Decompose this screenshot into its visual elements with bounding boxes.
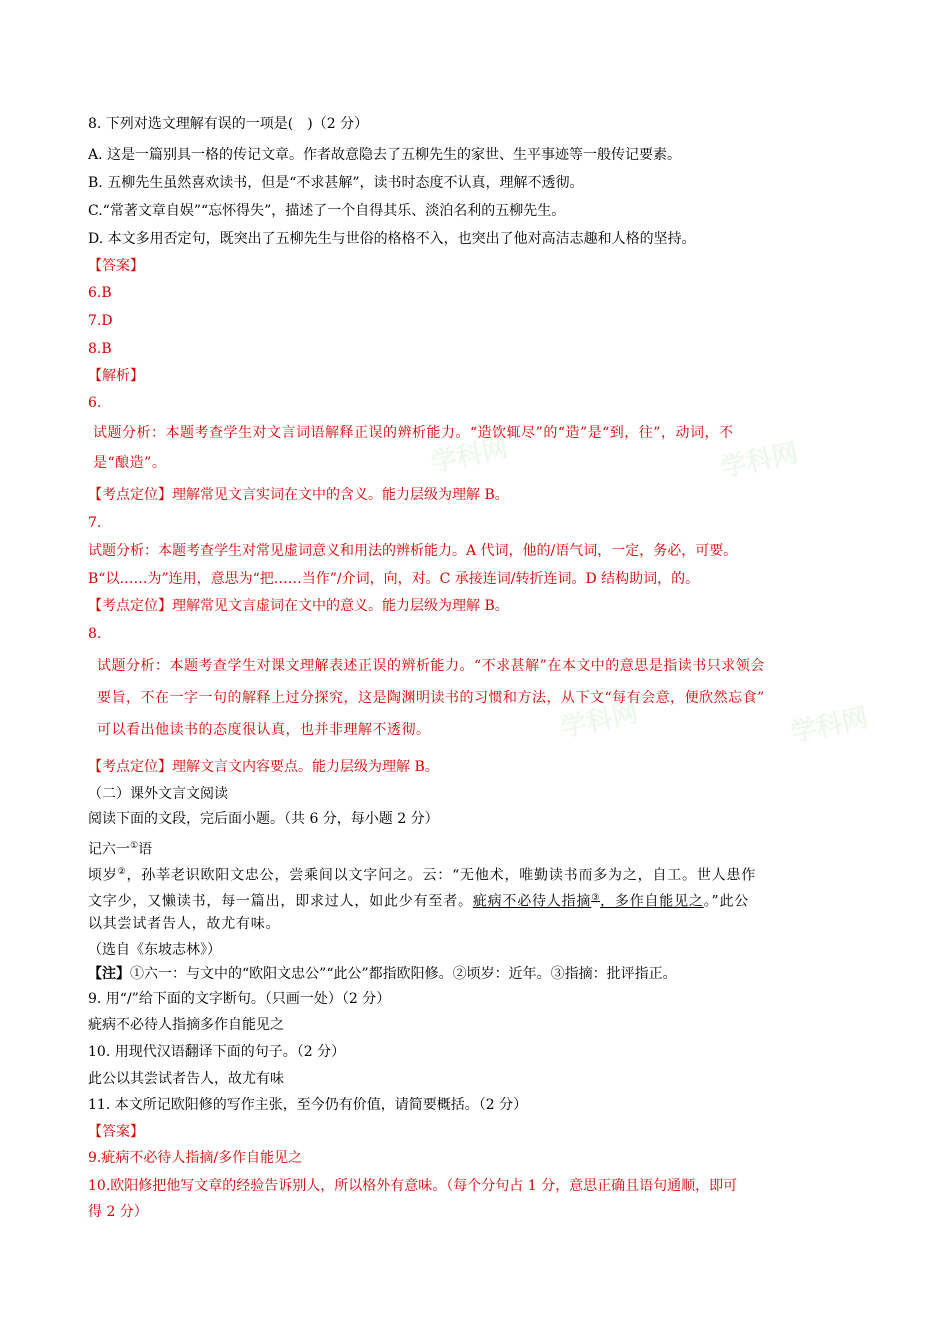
analysis-7-line1: 试题分析：本题考查学生对常见虚词意义和用法的辨析能力。A 代词，他的/语气词，一定，务必，可要。 (88, 543, 738, 559)
answer-9: 9.疵病不必待人指摘/多作自能见之 (88, 1150, 303, 1166)
analysis-number-6: 6. (88, 395, 102, 411)
passage-line1 (88, 862, 756, 886)
q10-stem: 10. 用现代汉语翻译下面的句子。（2 分） (88, 1044, 346, 1060)
passage-source: （选自《东坡志林》） (88, 942, 221, 958)
section2-intro: 阅读下面的文段，完后面小题。（共 6 分，每小题 2 分） (88, 811, 439, 827)
analysis-8-line3: 可以看出他读书的态度很认真，也并非理解不透彻。 (97, 722, 431, 738)
q9-stem: 9. 用“/”给下面的文字断句。（只画一处）（2 分） (88, 991, 391, 1007)
passage-line3: 以其尝试者告人，故尤有味。 (88, 916, 281, 932)
analysis-label: 【解析】 (88, 368, 144, 384)
watermark: 学科网 (718, 438, 801, 484)
q11-stem: 11. 本文所记欧阳修的写作主张，至今仍有价值，请简要概括。（2 分） (88, 1097, 528, 1113)
answer-7: 7.D (88, 313, 113, 329)
q8-option-c: C.“常著文章自娱”“忘怀得失”，描述了一个自得其乐、淡泊名利的五柳先生。 (88, 203, 566, 219)
watermark: 学科网 (558, 698, 641, 744)
passage-text: 文字少，又懒读书，每一篇出，即求过人，如此少有至者。 (88, 893, 473, 910)
q8-option-b: B. 五柳先生虽然喜欢读书，但是“不求甚解”，读书时态度不认真，理解不透彻。 (88, 175, 584, 191)
watermark: 学科网 (788, 703, 871, 749)
kaodian-6 (88, 485, 509, 505)
answer-10-line1: 10.欧阳修把他写文章的经验告诉别人，所以格外有意味。（每个分句占 1 分，意思正确且语句通顺，即可 (88, 1178, 738, 1194)
answer-8: 8.B (88, 341, 112, 357)
passage-note (88, 964, 677, 984)
note-label: 【注】 (88, 966, 130, 982)
note-text: ①六一：与文中的“欧阳文忠公”“此公”都指欧阳修。②顷岁：近年。③指摘：批评指正。 (130, 966, 677, 982)
kaodian-6-text: 理解常见文言实词在文中的含义。能力层级为理解 B。 (172, 487, 509, 503)
footnote-mark: ③ (591, 893, 601, 903)
q8-option-a: A. 这是一篇别具一格的传记文章。作者故意隐去了五柳先生的家世、生平事迹等一般传记要素。 (88, 147, 682, 163)
q10-text: 此公以其尝试者告人，故尤有味 (88, 1071, 284, 1087)
analysis-8-line2: 要旨，不在一字一句的解释上过分探究，这是陶渊明读书的习惯和方法，从下文“每有会意，便欣然忘食” (97, 690, 765, 706)
section2-heading: （二）课外文言文阅读 (88, 786, 228, 802)
kaodian-7 (88, 596, 509, 616)
footnote-mark: ① (130, 841, 139, 851)
kaodian-label: 【考点定位】 (88, 759, 172, 775)
answer-label: 【答案】 (88, 258, 144, 274)
kaodian-8 (88, 757, 439, 777)
kaodian-label: 【考点定位】 (88, 598, 172, 614)
passage-text: 顷岁 (88, 867, 118, 884)
analysis-6-line2: 是“酿造”。 (93, 455, 167, 471)
watermark: 学科网 (428, 433, 511, 479)
passage-text: ，孙莘老识欧阳文忠公，尝乘间以文字问之。云：“无他术，唯勤读书而多为之，自工。世人患作 (126, 867, 757, 884)
q9-text: 疵病不必待人指摘多作自能见之 (88, 1017, 284, 1033)
passage-title-end: 语 (138, 841, 153, 858)
underlined-sentence: 疵病不必待人指摘 (472, 893, 592, 910)
analysis-number-7: 7. (88, 515, 102, 531)
passage-text: 。”此公 (703, 893, 750, 910)
answer-10-line2: 得 2 分） (88, 1204, 148, 1220)
analysis-8-line1: 试题分析：本题考查学生对课文理解表述正误的辨析能力。“不求甚解”在本文中的意思是指读书只求领会 (97, 658, 765, 674)
passage-title-main: 记六一 (88, 841, 130, 858)
kaodian-8-text: 理解文言文内容要点。能力层级为理解 B。 (172, 759, 439, 775)
passage-title (88, 836, 152, 860)
answer-6: 6.B (88, 285, 112, 301)
kaodian-7-text: 理解常见文言虚词在文中的意义。能力层级为理解 B。 (172, 598, 509, 614)
underlined-sentence: ，多作自能见之 (600, 893, 704, 910)
analysis-number-8: 8. (88, 626, 102, 642)
q8-option-d: D. 本文多用否定句，既突出了五柳先生与世俗的格格不入，也突出了他对高洁志趣和人格的坚持。 (88, 231, 696, 247)
analysis-7-line2: B“以……为”连用，意思为“把……当作”/介词，向，对。C 承接连词/转折连词。D 结构助词，的。 (88, 571, 700, 587)
answer2-label: 【答案】 (88, 1124, 144, 1140)
q8-stem: 8. 下列对选文理解有误的一项是( )（2 分） (88, 116, 369, 132)
passage-line2 (88, 888, 749, 912)
footnote-mark: ② (117, 867, 127, 877)
analysis-6-line1: 试题分析：本题考查学生对文言词语解释正误的辨析能力。“造饮辄尽”的“造”是“到，往”，动词，不 (93, 425, 734, 441)
kaodian-label: 【考点定位】 (88, 487, 172, 503)
